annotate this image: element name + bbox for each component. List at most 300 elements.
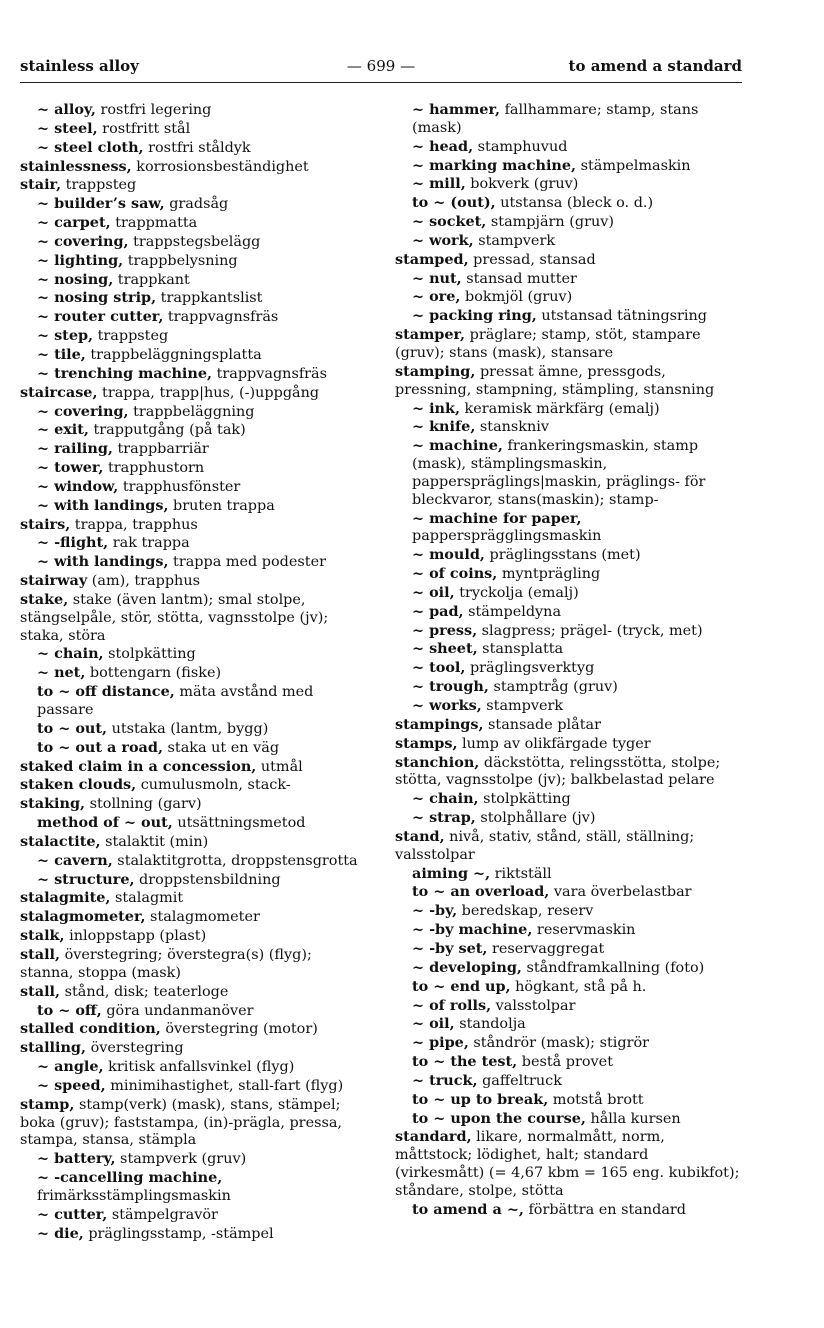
entry-translation: stamp(verk) (mask), stans, stämpel; boka (gruv); faststampa, (in)-prägla, pressa, stampa, stansa, stämpla xyxy=(20,1096,343,1149)
dictionary-entry xyxy=(20,176,368,195)
right-column xyxy=(395,101,742,1220)
entry-headword: ~ -by set, xyxy=(412,939,488,957)
dictionary-entry xyxy=(395,921,742,940)
entry-headword: stamper, xyxy=(395,326,466,344)
dictionary-entry xyxy=(20,591,368,646)
entry-translation: rostfri legering xyxy=(95,102,212,118)
dictionary-entry xyxy=(395,138,742,157)
entry-translation: stolphållare (jv) xyxy=(475,810,596,827)
entry-headword: ~ lighting, xyxy=(37,251,124,269)
entry-translation: frankeringsmaskin, stamp (mask), stämplingsmaskin, papperspräglings|maskin, präglings- för bleckvaror, stans(maskin); stamp- xyxy=(412,438,706,508)
dictionary-entry xyxy=(395,828,742,865)
entry-headword: ~ head, xyxy=(412,137,474,155)
entry-headword: ~ speed, xyxy=(37,1076,106,1094)
entry-translation: stampverk xyxy=(473,232,556,249)
entry-translation: stampjärn (gruv) xyxy=(486,214,614,231)
entry-translation: utmål xyxy=(256,758,303,775)
dictionary-entry xyxy=(395,1072,742,1091)
dictionary-entry xyxy=(20,421,368,440)
entry-headword: stalactite, xyxy=(20,832,101,850)
dictionary-entry xyxy=(395,865,742,884)
entry-headword: ~ chain, xyxy=(412,790,479,808)
entry-translation: minimihastighet, stall-fart (flyg) xyxy=(105,1077,344,1094)
entry-headword: stalagmometer, xyxy=(20,908,146,926)
entry-translation: pappersprägglingsmaskin xyxy=(412,528,602,545)
dictionary-entry xyxy=(395,1201,742,1220)
dictionary-entry xyxy=(395,363,742,400)
entry-headword: ~ structure, xyxy=(37,870,135,888)
dictionary-entry xyxy=(395,546,742,565)
entry-translation: präglingsverktyg xyxy=(465,660,595,677)
dictionary-entry xyxy=(395,959,742,978)
entry-translation: motstå brott xyxy=(548,1091,644,1108)
entry-translation: (am), trapphus xyxy=(87,573,200,590)
entry-headword: ~ ore, xyxy=(412,288,461,306)
entry-headword: ~ chain, xyxy=(37,645,104,663)
entry-translation: präglingsstamp, -stämpel xyxy=(83,1225,274,1242)
entry-headword: ~ truck, xyxy=(412,1071,478,1089)
entry-headword: stake, xyxy=(20,590,69,608)
entry-translation: utstaka (lantm, bygg) xyxy=(107,720,269,737)
entry-headword: ~ steel cloth, xyxy=(37,138,144,156)
entry-translation: präglare; stamp, stöt, stampare (gruv); stans (mask), stansare xyxy=(395,327,701,361)
dictionary-entry xyxy=(395,883,742,902)
entry-headword: ~ net, xyxy=(37,664,86,682)
dictionary-entry xyxy=(395,1110,742,1129)
entry-headword: to ~ the test, xyxy=(412,1053,518,1071)
entry-translation: stamphuvud xyxy=(473,138,568,155)
entry-headword: ~ die, xyxy=(37,1224,84,1242)
entry-headword: ~ machine, xyxy=(412,437,503,455)
dictionary-entry xyxy=(395,735,742,754)
entry-headword: ~ router cutter, xyxy=(37,308,164,326)
dictionary-entry xyxy=(20,795,368,814)
entry-translation: trappvagnsfräs xyxy=(212,365,328,382)
dictionary-entry xyxy=(20,683,368,720)
dictionary-entry xyxy=(20,384,368,403)
entry-translation: stampverk xyxy=(481,698,564,714)
entry-translation: trappsteg xyxy=(93,328,169,345)
entry-translation: riktställ xyxy=(490,865,552,882)
entry-translation: valsstolpar xyxy=(491,997,576,1014)
entry-headword: ~ pipe, xyxy=(412,1034,469,1052)
entry-translation: ståndrör (mask); stigrör xyxy=(468,1035,650,1052)
entry-headword: stamp, xyxy=(20,1095,75,1113)
dictionary-entry xyxy=(20,534,368,553)
entry-translation: stalagmometer xyxy=(145,909,260,926)
entry-translation: högkant, stå på h. xyxy=(510,978,647,995)
dictionary-entry xyxy=(395,326,742,363)
entry-headword: stairway xyxy=(20,572,88,590)
entry-translation: stansade plåtar xyxy=(483,716,601,733)
header-rule xyxy=(20,82,742,83)
entry-translation: utsättningsmetod xyxy=(172,815,306,832)
dictionary-entry xyxy=(20,440,368,459)
entry-headword: stair, xyxy=(20,176,62,194)
dictionary-entry xyxy=(395,175,742,194)
dictionary-entry xyxy=(20,645,368,664)
entry-translation: keramisk märkfärg (emalj) xyxy=(459,400,660,417)
entry-translation: stolpkätting xyxy=(103,646,196,663)
entry-translation: stalagmit xyxy=(110,890,184,907)
entry-translation: överstegring (motor) xyxy=(160,1021,318,1038)
entry-headword: ~ of coins, xyxy=(412,565,498,583)
dictionary-entry xyxy=(20,1225,368,1244)
dictionary-entry xyxy=(395,584,742,603)
entry-headword: ~ packing ring, xyxy=(412,307,537,325)
entry-translation: pressad, stansad xyxy=(468,251,596,268)
entry-translation: trapphustorn xyxy=(103,460,205,477)
entry-translation: staka ut en väg xyxy=(162,739,280,756)
entry-headword: ~ -flight, xyxy=(37,534,109,552)
dictionary-entry xyxy=(20,346,368,365)
entry-headword: ~ machine for paper, xyxy=(412,509,582,527)
entry-headword: staking, xyxy=(20,795,86,813)
dictionary-entry xyxy=(20,664,368,683)
entry-headword: ~ hammer, xyxy=(412,101,501,118)
entry-headword: ~ developing, xyxy=(412,958,522,976)
entry-headword: ~ railing, xyxy=(37,440,113,458)
entry-headword: ~ mould, xyxy=(412,546,485,564)
entry-headword: stamping, xyxy=(395,362,476,380)
dictionary-entry xyxy=(20,871,368,890)
entry-headword: ~ -by, xyxy=(412,902,458,920)
entry-translation: rak trappa xyxy=(108,535,190,552)
entry-translation: reservmaskin xyxy=(532,922,636,939)
entry-translation: stollning (garv) xyxy=(85,796,202,813)
entry-translation: cumulusmoln, stack- xyxy=(136,777,291,794)
entry-translation: ståndframkallning (foto) xyxy=(521,959,705,976)
entry-headword: ~ -by machine, xyxy=(412,921,533,939)
entry-translation: bottengarn (fiske) xyxy=(85,665,222,682)
dictionary-entry xyxy=(395,510,742,547)
entry-headword: ~ strap, xyxy=(412,809,476,827)
entry-headword: stand, xyxy=(395,827,445,845)
dictionary-entry xyxy=(20,365,368,384)
entry-headword: stall, xyxy=(20,982,61,1000)
entry-translation: kritisk anfallsvinkel (flyg) xyxy=(103,1059,295,1076)
dictionary-entry xyxy=(395,400,742,419)
entry-headword: to ~ upon the course, xyxy=(412,1109,586,1127)
dictionary-entry xyxy=(20,139,368,158)
dictionary-entry xyxy=(20,720,368,739)
dictionary-entry xyxy=(20,1169,368,1206)
dictionary-entry xyxy=(395,790,742,809)
entry-translation: stämpelmaskin xyxy=(576,157,691,174)
entry-translation: gradsåg xyxy=(164,196,229,213)
entry-translation: stämpelgravör xyxy=(107,1206,218,1223)
entry-translation: bokmjöl (gruv) xyxy=(460,289,573,306)
entry-headword: stalk, xyxy=(20,927,65,945)
dictionary-entry xyxy=(395,697,742,716)
entry-translation: stansad mutter xyxy=(461,270,577,287)
left-column xyxy=(20,101,368,1243)
entry-translation: hålla kursen xyxy=(585,1110,681,1127)
entry-headword: ~ exit, xyxy=(37,421,89,439)
entry-headword: to ~ out, xyxy=(37,719,108,737)
entry-headword: ~ battery, xyxy=(37,1150,116,1168)
dictionary-entry xyxy=(395,603,742,622)
entry-translation: stämpeldyna xyxy=(463,603,562,620)
dictionary-entry xyxy=(395,418,742,437)
entry-headword: stalling, xyxy=(20,1039,87,1057)
entry-translation: överstegring xyxy=(86,1040,184,1057)
entry-headword: stalagmite, xyxy=(20,889,111,907)
dictionary-entry xyxy=(20,120,368,139)
dictionary-entry xyxy=(20,497,368,516)
entry-headword: ~ angle, xyxy=(37,1058,104,1076)
dictionary-entry xyxy=(395,640,742,659)
entry-translation: inloppstapp (plast) xyxy=(64,928,207,945)
entry-headword: ~ tower, xyxy=(37,459,104,477)
entry-translation: tryckolja (emalj) xyxy=(454,584,579,601)
entry-headword: ~ steel, xyxy=(37,119,98,137)
dictionary-entry xyxy=(395,157,742,176)
entry-translation: stansplatta xyxy=(477,641,564,658)
entry-headword: to ~ end up, xyxy=(412,977,511,995)
dictionary-entry xyxy=(20,478,368,497)
dictionary-entry xyxy=(20,327,368,346)
entry-headword: to amend a ~, xyxy=(412,1200,524,1218)
entry-translation: stolpkätting xyxy=(478,791,571,808)
entry-translation: trappvagnsfräs xyxy=(163,309,279,326)
entry-translation: trappbeläggning xyxy=(128,403,255,420)
entry-translation: mäta avstånd med passare xyxy=(37,684,314,718)
entry-headword: ~ builder’s saw, xyxy=(37,195,165,213)
entry-headword: stall, xyxy=(20,945,61,963)
entry-headword: ~ trough, xyxy=(412,678,489,696)
entry-headword: ~ nosing strip, xyxy=(37,289,157,307)
dictionary-entry xyxy=(395,1053,742,1072)
entry-translation: likare, normalmått, norm, måttstock; lödighet, halt; standard (virkesmått) (= 4,67 kbm = 165 eng. kubikfot); ståndare, stolpe, stötta xyxy=(395,1129,740,1199)
dictionary-entry xyxy=(20,889,368,908)
dictionary-entry xyxy=(20,1058,368,1077)
entry-headword: staken clouds, xyxy=(20,776,137,794)
dictionary-entry xyxy=(395,754,742,791)
entry-translation: trappbelysning xyxy=(123,252,238,269)
entry-translation: göra undanmanöver xyxy=(101,1002,254,1019)
entry-headword: aiming ~, xyxy=(412,864,491,882)
dictionary-entry xyxy=(395,437,742,509)
entry-headword: stairs, xyxy=(20,515,71,533)
entry-translation: trappkantslist xyxy=(156,290,263,307)
dictionary-entry xyxy=(20,1077,368,1096)
entry-headword: stampings, xyxy=(395,715,484,733)
dictionary-entry xyxy=(395,270,742,289)
entry-translation: trapphusfönster xyxy=(118,478,241,495)
entry-translation: stampverk (gruv) xyxy=(115,1151,247,1168)
entry-translation: frimärksstämplingsmaskin xyxy=(37,1187,231,1204)
entry-translation: trappstegsbelägg xyxy=(128,233,261,250)
dictionary-entry xyxy=(20,553,368,572)
entry-translation: stanskniv xyxy=(475,419,550,436)
entry-translation: trappbeläggningsplatta xyxy=(85,346,262,363)
entry-headword: ~ ink, xyxy=(412,399,460,417)
entry-headword: ~ works, xyxy=(412,697,482,714)
entry-translation: däckstötta, relingsstötta, stolpe; stötta, vagnsstolpe (jv); balkbelastad pelare xyxy=(395,754,721,789)
entry-headword: ~ oil, xyxy=(412,583,455,601)
dictionary-entry xyxy=(20,572,368,591)
entry-headword: ~ carpet, xyxy=(37,214,111,232)
entry-headword: ~ nut, xyxy=(412,269,462,287)
entry-translation: droppstensbildning xyxy=(134,871,281,888)
dictionary-entry xyxy=(20,101,368,120)
dictionary-entry xyxy=(20,1096,368,1151)
entry-translation: bokverk (gruv) xyxy=(465,176,579,193)
entry-translation: vara överbelastbar xyxy=(549,884,692,901)
header-right-guide-word: to amend a standard xyxy=(568,57,742,75)
dictionary-entry xyxy=(395,101,742,138)
entry-headword: ~ cutter, xyxy=(37,1205,108,1223)
dictionary-entry xyxy=(20,1150,368,1169)
dictionary-entry xyxy=(395,902,742,921)
entry-translation: trappkant xyxy=(113,271,190,288)
dictionary-entry xyxy=(20,1020,368,1039)
header-left-guide-word: stainless alloy xyxy=(20,57,139,75)
dictionary-entry xyxy=(20,214,368,233)
entry-translation: reservaggregat xyxy=(487,940,605,957)
dictionary-entry xyxy=(395,716,742,735)
entry-translation: utstansa (bleck o. d.) xyxy=(495,195,654,212)
entry-translation: lump av olikfärgade tyger xyxy=(457,735,651,752)
page-number: — 699 — xyxy=(346,57,416,75)
dictionary-entry xyxy=(395,659,742,678)
dictionary-entry xyxy=(395,1015,742,1034)
entry-headword: ~ oil, xyxy=(412,1015,455,1033)
entry-headword: ~ mill, xyxy=(412,175,466,193)
entry-translation: trapputgång (på tak) xyxy=(88,422,246,439)
dictionary-entry xyxy=(395,288,742,307)
entry-translation: utstansad tätningsring xyxy=(536,308,708,325)
dictionary-entry xyxy=(20,516,368,535)
entry-headword: ~ tile, xyxy=(37,345,86,363)
entry-headword: staircase, xyxy=(20,383,98,401)
entry-headword: ~ marking machine, xyxy=(412,156,577,174)
dictionary-entry xyxy=(395,232,742,251)
entry-headword: stanchion, xyxy=(395,753,480,771)
entry-headword: ~ alloy, xyxy=(37,101,96,118)
entry-headword: ~ tool, xyxy=(412,659,466,677)
entry-headword: standard, xyxy=(395,1128,472,1146)
dictionary-entry xyxy=(395,251,742,270)
entry-translation: stamptråg (gruv) xyxy=(488,679,618,696)
dictionary-entry xyxy=(20,403,368,422)
entry-translation: gaffeltruck xyxy=(477,1072,562,1089)
dictionary-entry xyxy=(395,978,742,997)
entry-translation: bruten trappa xyxy=(168,497,275,514)
entry-headword: ~ press, xyxy=(412,621,478,639)
entry-headword: ~ step, xyxy=(37,327,94,345)
dictionary-entry xyxy=(395,565,742,584)
entry-headword: ~ pad, xyxy=(412,602,464,620)
entry-translation: myntprägling xyxy=(497,566,601,583)
dictionary-entry xyxy=(395,194,742,213)
entry-headword: method of ~ out, xyxy=(37,814,173,832)
entry-translation: bestå provet xyxy=(517,1054,613,1071)
dictionary-entry xyxy=(20,776,368,795)
dictionary-entry xyxy=(395,213,742,232)
dictionary-entry xyxy=(20,833,368,852)
entry-headword: to ~ off, xyxy=(37,1001,102,1019)
dictionary-entry xyxy=(395,1091,742,1110)
dictionary-entry xyxy=(20,308,368,327)
dictionary-entry xyxy=(395,678,742,697)
entry-translation: standolja xyxy=(454,1016,526,1033)
entry-translation: präglingsstans (met) xyxy=(484,547,641,564)
entry-headword: ~ socket, xyxy=(412,213,487,231)
entry-translation: trappa, trapphus xyxy=(70,516,198,533)
entry-headword: ~ knife, xyxy=(412,418,476,436)
dictionary-entry xyxy=(20,459,368,478)
entry-translation: beredskap, reserv xyxy=(457,903,594,920)
entry-translation: rostfri ståldyk xyxy=(143,139,251,156)
dictionary-entry xyxy=(395,1034,742,1053)
entry-translation: rostfritt stål xyxy=(97,120,191,137)
entry-headword: to ~ up to break, xyxy=(412,1090,549,1108)
entry-headword: stalled condition, xyxy=(20,1020,161,1038)
dictionary-entry xyxy=(20,814,368,833)
dictionary-entry xyxy=(20,158,368,177)
entry-headword: ~ with landings, xyxy=(37,496,169,514)
dictionary-entry xyxy=(20,1039,368,1058)
entry-translation: stake (även lantm); smal stolpe, stängselpåle, stör, stötta, vagnsstolpe (jv); staka, störa xyxy=(20,591,329,644)
dictionary-entry xyxy=(20,1002,368,1021)
page-header xyxy=(20,56,742,80)
dictionary-entry xyxy=(395,1128,742,1200)
entry-headword: to ~ an overload, xyxy=(412,883,550,901)
dictionary-entry xyxy=(20,1206,368,1225)
entry-translation: trappbarriär xyxy=(112,441,209,458)
entry-headword: ~ cavern, xyxy=(37,851,113,869)
entry-headword: stamped, xyxy=(395,250,469,268)
dictionary-entry xyxy=(395,307,742,326)
entry-translation: stalaktit (min) xyxy=(100,833,209,850)
entry-translation: trappmatta xyxy=(110,215,198,232)
entry-headword: ~ work, xyxy=(412,231,474,249)
dictionary-entry xyxy=(20,233,368,252)
dictionary-entry xyxy=(20,739,368,758)
entry-translation: korrosionsbeständighet xyxy=(131,158,309,175)
entry-translation: överstegring; överstegra(s) (flyg); stanna, stoppa (mask) xyxy=(20,946,312,981)
entry-translation: förbättra en standard xyxy=(523,1201,686,1218)
entry-headword: to ~ (out), xyxy=(412,194,496,212)
dictionary-entry xyxy=(20,927,368,946)
dictionary-entry xyxy=(20,946,368,983)
dictionary-entry xyxy=(395,809,742,828)
dictionary-entry xyxy=(395,940,742,959)
dictionary-entry xyxy=(395,997,742,1016)
entry-translation: trappa med podester xyxy=(168,554,326,571)
dictionary-entry xyxy=(395,622,742,641)
entry-translation: fallhammare; stamp, stans (mask) xyxy=(412,102,699,136)
dictionary-entry xyxy=(20,908,368,927)
entry-headword: stamps, xyxy=(395,734,458,752)
dictionary-entry xyxy=(20,758,368,777)
dictionary-entry xyxy=(20,271,368,290)
entry-translation: slagpress; prägel- (tryck, met) xyxy=(477,622,703,639)
entry-headword: stainlessness, xyxy=(20,157,132,175)
entry-translation: stalaktitgrotta, droppstensgrotta xyxy=(112,852,358,869)
dictionary-entry xyxy=(20,852,368,871)
entry-headword: ~ trenching machine, xyxy=(37,364,213,382)
dictionary-entry xyxy=(20,252,368,271)
entry-translation: nivå, stativ, stånd, ställ, ställning; valsstolpar xyxy=(395,828,695,863)
entry-headword: ~ covering, xyxy=(37,232,129,250)
entry-headword: ~ with landings, xyxy=(37,553,169,571)
entry-headword: ~ window, xyxy=(37,477,119,495)
dictionary-entry xyxy=(20,195,368,214)
entry-headword: ~ -cancelling machine, xyxy=(37,1169,223,1187)
